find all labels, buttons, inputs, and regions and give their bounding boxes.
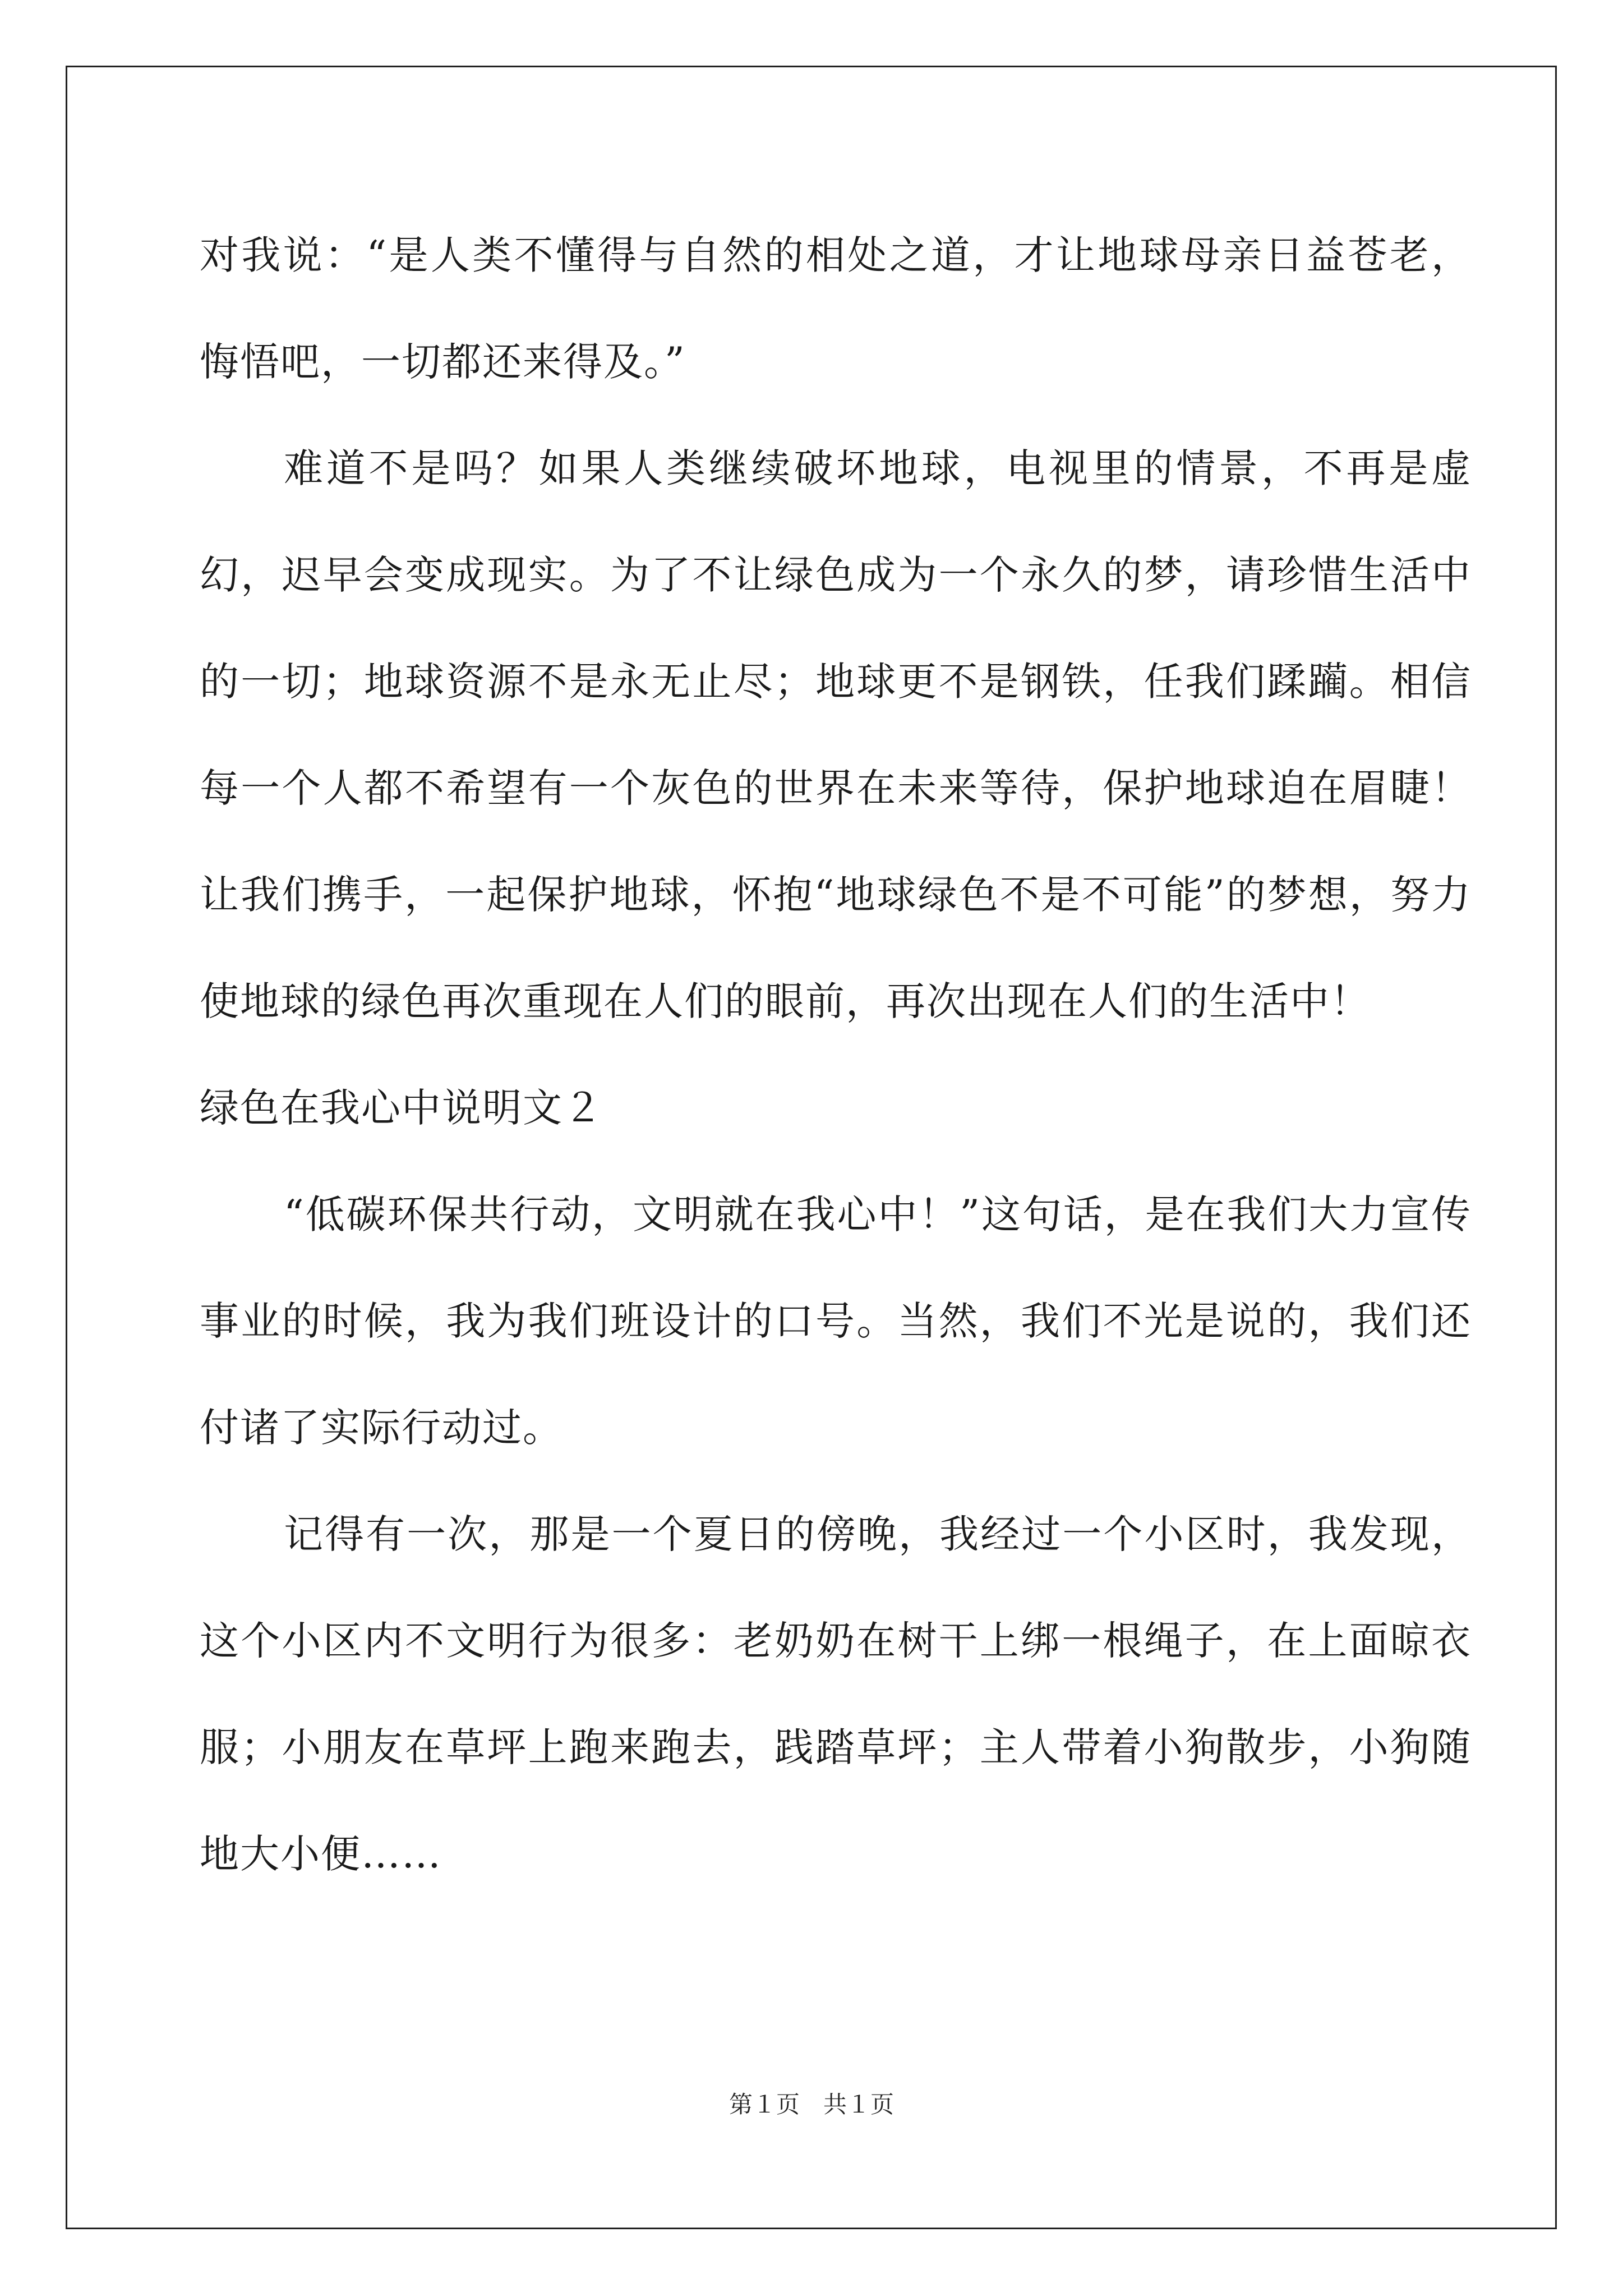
paragraph-3: “低碳环保共行动，文明就在我心中！”这句话，是在我们大力宣传事业的时候，我为我们班设计的口号。当然，我们不光是说的，我们还付诸了实际行动过。 — [200, 1191, 1472, 1451]
section-title: 绿色在我心中说明文２ — [200, 1085, 603, 1131]
paragraph-2: 难道不是吗？如果人类继续破坏地球，电视里的情景，不再是虚幻，迟早会变成现实。为了不让绿色成为一个永久的梦，请珍惜生活中的一切；地球资源不是永无止尽；地球更不是钢铁，任我们蹂躏。相信每一个人都不希望有一个灰色的世界在未来等待，保护地球迫在眉睫！让我们携手，一起保护地球，怀抱“地球绿色不是不可能”的梦想，努力使地球的绿色再次重现在人们的眼前，再次出现在人们的生活中！ — [200, 445, 1472, 1024]
paragraph-4: 记得有一次，那是一个夏日的傍晚，我经过一个小区时，我发现，这个小区内不文明行为很多：老奶奶在树干上绑一根绳子，在上面晾衣服；小朋友在草坪上跑来跑去，践踏草坪；主人带着小狗散步，小狗随地大小便…… — [200, 1511, 1472, 1877]
paragraph-1: 对我说：“是人类不懂得与自然的相处之道，才让地球母亲日益苍老，悔悟吧，一切都还来得及。” — [200, 232, 1472, 385]
page-footer: 第１页 共１页 — [728, 2091, 894, 2118]
document-body — [200, 202, 1472, 1907]
